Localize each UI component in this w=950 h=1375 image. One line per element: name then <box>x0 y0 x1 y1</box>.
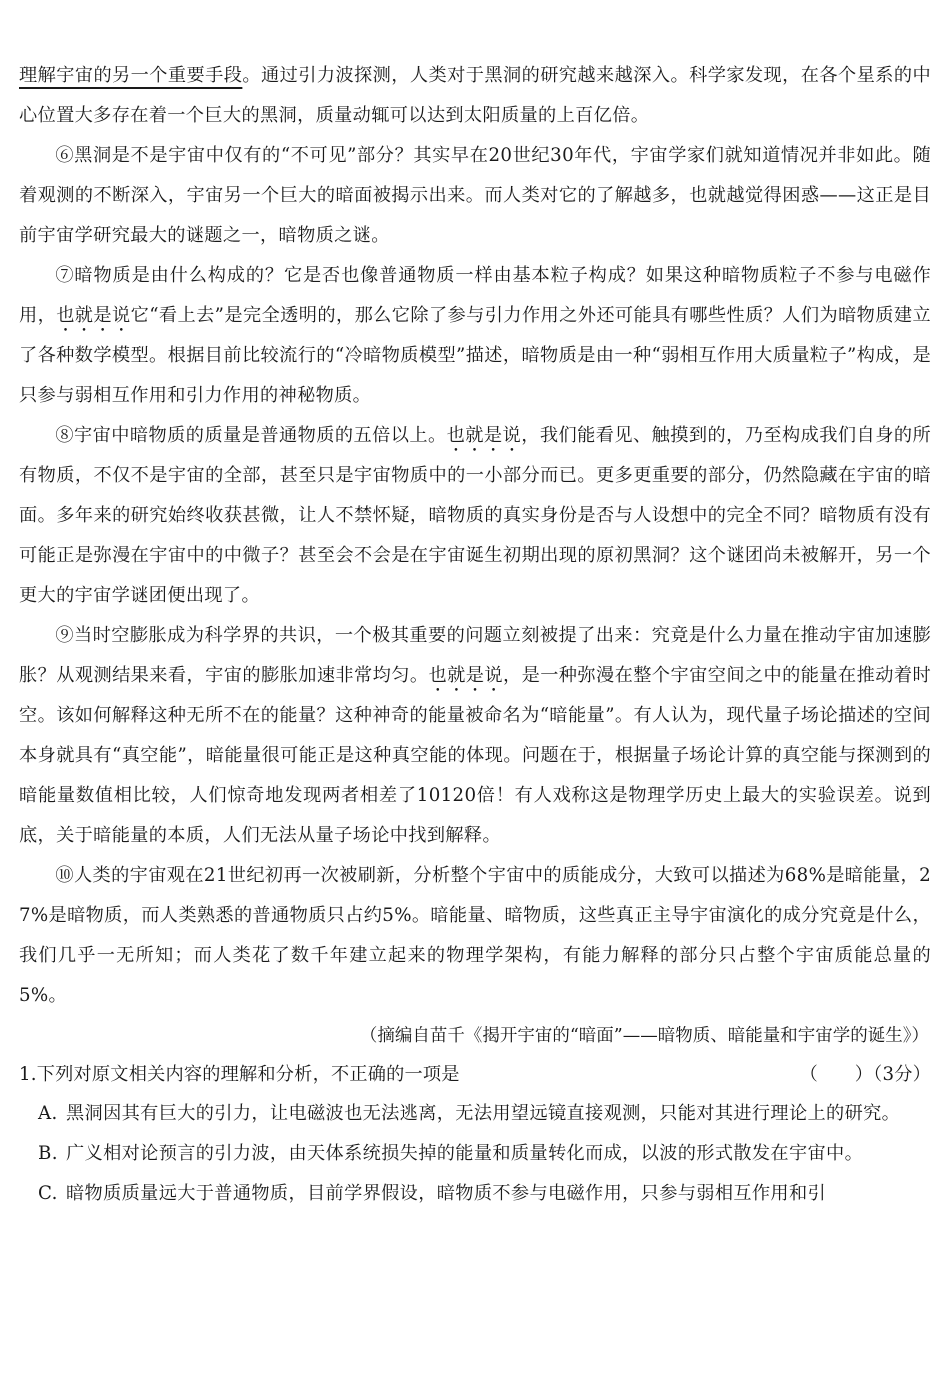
option-c <box>19 1174 931 1214</box>
answer-blank: （ ）（3分） <box>799 1064 931 1085</box>
option-c-text: 暗物质质量远大于普通物质，目前学界假设，暗物质不参与电磁作用，只参与弱相互作用和引 <box>66 1183 827 1204</box>
paragraph-7-after: 它“看上去”是完全透明的，那么它除了参与引力作用之外还可能具有哪些性质？人们为暗物质建立了各种数学模型。根据目前比较流行的“冷暗物质模型”描述，暗物质是由一种“弱相互作用大质量粒子”构成，是只参与弱相互作用和引力作用的神秘物质。 <box>19 305 932 406</box>
paragraph-5-rest: 。通过引力波探测，人类对于黑洞的研究越来越深入。科学家发现，在各个星系的中心位置大多存在着一个巨大的黑洞，质量动辄可以达到太阳质量的上百亿倍。 <box>19 65 932 126</box>
emphasized-phrase: 也就是说 <box>446 425 522 446</box>
emphasized-phrase: 也就是说 <box>428 665 503 686</box>
option-a-letter: A. <box>38 1103 58 1124</box>
option-b-letter: B. <box>38 1143 58 1164</box>
paragraph-8 <box>19 416 931 616</box>
option-a <box>19 1094 931 1134</box>
option-b <box>19 1134 931 1174</box>
underlined-phrase: 理解宇宙的另一个重要手段 <box>19 65 243 86</box>
paragraph-8-before: ⑧宇宙中暗物质的质量是普通物质的五倍以上。 <box>55 425 447 446</box>
option-c-letter: C. <box>38 1183 58 1204</box>
paragraph-9-before: ⑨当时空膨胀成为科学界的共识，一个极其重要的问题立刻被提了出来：究竟是什么力量在推动宇宙加速膨胀？从观测结果来看，宇宙的膨胀加速非常均匀。 <box>19 625 931 686</box>
paragraph-6: ⑥黑洞是不是宇宙中仅有的“不可见”部分？其实早在20世纪30年代，宇宙学家们就知道情况并非如此。随着观测的不断深入，宇宙另一个巨大的暗面被揭示出来。而人类对它的了解越多，也就越觉得困惑——这正是目前宇宙学研究最大的谜题之一，暗物质之谜。 <box>19 145 931 246</box>
paragraph-7 <box>19 256 931 416</box>
question-1-stem-row <box>19 1056 931 1094</box>
paragraph-9 <box>19 616 931 856</box>
paragraph-9-after: ，是一种弥漫在整个宇宙空间之中的能量在推动着时空。该如何解释这种无所不在的能量？这种神奇的能量被命名为“暗能量”。有人认为，现代量子场论描述的空间本身就具有“真空能”，暗能量很可能正是这种真空能的体现。问题在于，根据量子场论计算的真空能与探测到的暗能量数值相比较，人们惊奇地发现两者相差了10120倍！有人戏称这是物理学历史上最大的实验误差。说到底，关于暗能量的本质，人们无法从量子场论中找到解释。 <box>19 665 932 846</box>
option-a-text: 黑洞因其有巨大的引力，让电磁波也无法逃离，无法用望远镜直接观测，只能对其进行理论上的研究。 <box>66 1103 901 1124</box>
emphasized-phrase: 也就是说 <box>56 305 131 326</box>
question-1-stem: 1.下列对原文相关内容的理解和分析，不正确的一项是 <box>19 1064 460 1085</box>
paragraph-10: ⑩人类的宇宙观在21世纪初再一次被刷新，分析整个宇宙中的质能成分，大致可以描述为68%是暗能量，27%是暗物质，而人类熟悉的普通物质只占约5%。暗能量、暗物质，这些真正主导宇宙演化的成分究竟是什么，我们几乎一无所知；而人类花了数千年建立起来的物理学架构，有能力解释的部分只占整个宇宙质能总量的5%。 <box>19 865 931 1006</box>
paragraph-7-before: ⑦暗物质是由什么构成的？它是否也像普通物质一样由基本粒子构成？如果这种暗物质粒子不参与电磁作用， <box>19 265 931 326</box>
option-b-text: 广义相对论预言的引力波，由天体系统损失掉的能量和质量转化而成，以波的形式散发在宇宙中。 <box>66 1143 864 1164</box>
paragraph-5-tail <box>19 56 931 136</box>
paragraph-8-after: ，我们能看见、触摸到的，乃至构成我们自身的所有物质，不仅不是宇宙的全部，甚至只是宇宙物质中的一小部分而已。更多更重要的部分，仍然隐藏在宇宙的暗面。多年来的研究始终收获甚微，让人不禁怀疑，暗物质的真实身份是否与人设想中的完全不同？暗物质有没有可能正是弥漫在宇宙中的中微子？甚至会不会是在宇宙诞生初期出现的原初黑洞？这个谜团尚未被解开，另一个更大的宇宙学谜团便出现了。 <box>19 425 931 606</box>
source-citation: （摘编自苗千《揭开宇宙的“暗面”——暗物质、暗能量和宇宙学的诞生》） <box>359 1026 929 1046</box>
